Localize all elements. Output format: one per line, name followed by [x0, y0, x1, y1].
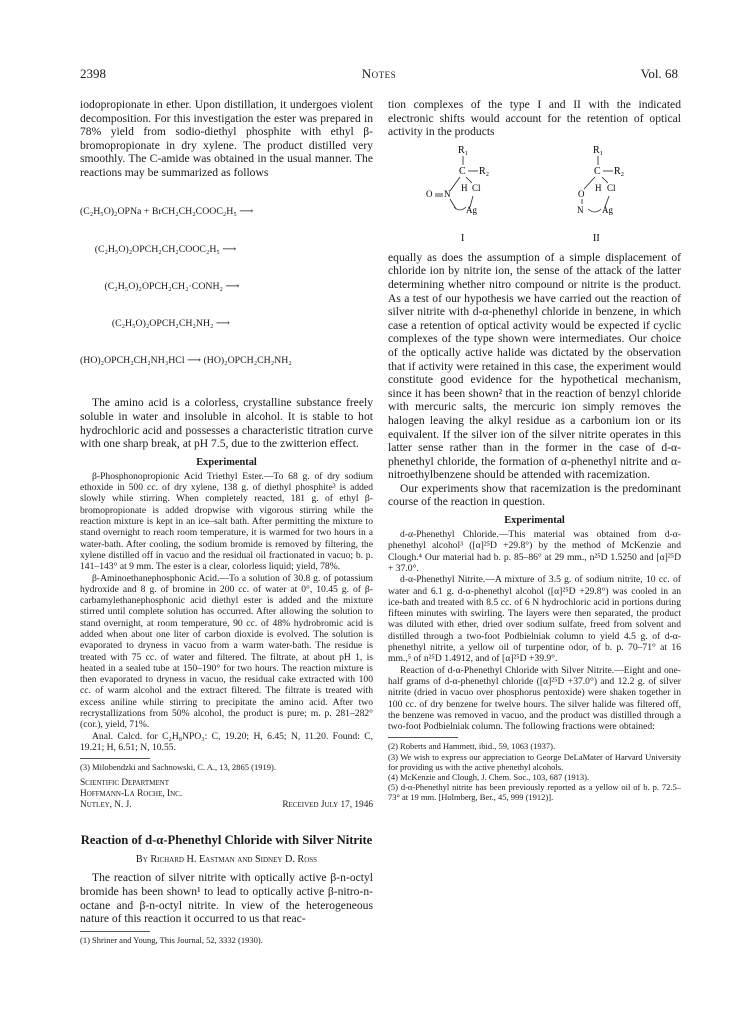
carbon-label: C [459, 165, 466, 177]
footnote-2: (2) Roberts and Hammett, ibid., 59, 1063 (1937). [388, 741, 556, 752]
chlorine-label: Cl [472, 182, 481, 193]
reaction-complex-structures [388, 141, 681, 249]
equation-line: (C₂H₅O)₂OPCH₂CH₂·CONH₂ ⟶ [80, 280, 240, 292]
footnote-rule [80, 758, 150, 759]
amino-acid-procedure: β-Aminoethanephosphonic Acid.—To a solution of 30.8 g. of potassium hydroxide and 8 g. of bromine in 200 cc. of water at 0°, 10.45 g. of β-carbamylethanephosphonic acid diethyl ester is added and the mixture stirred until complete solution has occurred. After allowing the solution to stand overnight, at room temperature, 90 cc. of 48% hydrobromic acid is added when about one liter of carbon dioxide is evolved. The solution is evaporated to dryness in vacuo from a warm water-bath. The residue is treated with 75 cc. of water and filtered. The filtrate, at about pH 1, is heated in a sealed tube at 150–190° for two hours. The reaction mixture is then evaporated to dryness in vacuo, the residual cake extracted with 100 cc. of warm alcohol and the extract filtered. The filtrate is treated with excess aniline while stirring to precipitate the amino acid. After two recrystallizations from 50% alcohol, the product is pure; m. p. 281–282° (cor.), yield, 71%. [80, 572, 373, 731]
footnote-rule [388, 737, 458, 738]
section-name: Notes [361, 66, 397, 81]
nitrite-procedure: d-α-Phenethyl Nitrite.—A mixture of 3.5 g. of sodium nitrite, 10 cc. of water and 6.1 g. d-α-phenethyl alcohol ([α]²⁵D +29.8°) was cooled in an ice-bath and treated with 8.5 cc. of 6 N hydrochloric acid in portions during fifteen minutes with swirling. The layers were then separated, the product was diluted with ether, dried over sodium sulfate, freed from solvent and distilled through a two-foot Podbielniak column to yield 4.5 g. of d-α-phenethyl nitrite, a yellow oil of turpentine odor, of b. p. 70–71° at 16 mm.,⁵ of n²⁵D 1.4912, and of [α]²⁵D +39.9°. [388, 574, 681, 665]
experimental-heading: Experimental [504, 515, 565, 527]
equation-line: (C₂H₅O)₂OPCH₂CH₂NH₂ ⟶ [80, 318, 230, 330]
chloride-procedure: d-α-Phenethyl Chloride.—This material was obtained from d-α-phenethyl alcohol³ ([α]²⁵D +29.8°) by the method of McKenzie and Clough.⁴ Our material had b. p. 85–86° at 29 mm., n²⁵D 1.5250 and [α]²⁵D + 37.0°. [388, 529, 681, 574]
running-header [80, 66, 678, 84]
carbon-label: C [594, 165, 601, 177]
address-line: Scientific Department [80, 778, 169, 789]
article-authors: By Richard H. Eastman and Sidney D. Ross [135, 854, 318, 866]
analysis-line: Anal. Calcd. for C₂H₈NPO₃: C, 19.20; H, 6.45; N, 11.20. Found: C, 19.21; H, 6.51; N, 10.55. [80, 730, 373, 753]
address-line: Hoffmann-La Roche, Inc. [80, 789, 183, 800]
r2-label: R₂ [479, 165, 490, 177]
discussion-paragraph: equally as does the assumption of a simple displacement of chloride ion by nitrite ion, the sense of the attack of the latter determining whether nitro compound or nitrite is the product. As a test of our hypothesis we have carried out the reaction of silver nitrite with d-α-phenethyl chloride in benzene, in which case a retention of optical activity would be expected if cyclic complexes of the type shown were intermediates. Our choice of the optically active halide was dictated by the observation that if activity were retained in this case, the experiment would constitute good evidence for the hypothetical mechanism, since it has been shown² that in the reaction of benzyl chloride with mercuric salts, the mercuric ion simply removes the halogen leaving the alkyl residue as a carbonium ion or its equivalent. If the silver ion of the silver nitrite operates in this latter sense rather than in the former in the case of d-α-phenethyl chloride, the formation of α-phenethyl nitrite and α-nitroethylbenzene should be attended with racemization. [388, 250, 681, 482]
footnote-3: (3) We wish to express our appreciation to George DeLaMater of Harvard University for providing us with the active phenethyl alcohols. [388, 751, 681, 772]
oxygen-label: O [426, 188, 433, 199]
nitrogen-label: N [444, 188, 451, 199]
intro-paragraph: iodopropionate in ether. Upon distillation, it undergoes violent decomposition. For this investigation the ester was prepared in 78% yield from sodio-diethyl phosphite with ethyl β-bromopropionate in dry xylene. The product distilled very smoothly. The C-amide was obtained in the usual manner. The reactions may be summarized as follows [80, 98, 373, 179]
nitrogen-label: N [577, 204, 584, 215]
silver-label: Ag [602, 204, 613, 215]
footnote-1: (1) Shriner and Young, This Journal, 52, 3332 (1930). [80, 934, 263, 945]
article-body: The reaction of silver nitrite with optically active β-n-octyl bromide has been shown¹ to lead to optically active β-nitro-n-octane and β-n-octyl nitrite. In view of the heterogeneous nature of this reaction it occurred to us that reac- [80, 871, 373, 926]
structure-label-two: II [593, 232, 600, 244]
r2-label: R₂ [614, 165, 625, 177]
chlorine-label: Cl [607, 182, 616, 193]
intro-paragraph: tion complexes of the type I and II with the indicated electronic shifts would account for the retention of optical activity in the products [388, 98, 681, 139]
address-block [80, 778, 373, 811]
equation-line: (C₂H₅O)₂OPNa + BrCH₂CH₂COOC₂H₅ ⟶ [80, 206, 254, 218]
experimental-heading: Experimental [196, 456, 257, 468]
address-line: Nutley, N. J. [80, 800, 132, 811]
footnote-4: (4) McKenzie and Clough, J. Chem. Soc., 103, 687 (1913). [388, 772, 590, 783]
page-number: 2398 [80, 66, 106, 81]
structure-one [426, 145, 489, 244]
right-column [388, 98, 681, 803]
amino-acid-paragraph: The amino acid is a colorless, crystalline substance freely soluble in water and insoluble in alcohol. It is stable to hot hydrochloric acid and possesses a characteristic titration curve with one sharp break, at pH 7.5, due to the zwitterion effect. [80, 396, 373, 451]
r1-label: R₁ [593, 144, 604, 156]
article-title: Reaction of d-α-Phenethyl Chloride with Silver Nitrite [80, 833, 373, 848]
hydrogen-label: H [595, 182, 602, 193]
r1-label: R₁ [458, 144, 469, 156]
silver-label: Ag [466, 204, 477, 215]
left-column [80, 98, 373, 945]
conclusion-paragraph: Our experiments show that racemization is the predominant course of the reaction in question. [388, 481, 681, 509]
equation-line: (HO)₂OPCH₂CH₂NH₃HCl ⟶ (HO)₂OPCH₂CH₂NH₂ [80, 355, 292, 367]
footnote-rule [80, 931, 150, 932]
volume-label: Vol. 68 [640, 66, 678, 81]
footnote-5: (5) d-α-Phenethyl nitrite has been previously reported as a yellow oil of b. p. 72.5–73° at 19 mm. [Holmberg, Ber., 45, 999 (1912)]. [388, 782, 681, 803]
structure-label-one: I [461, 232, 465, 244]
received-date: Received July 17, 1946 [282, 800, 373, 811]
reaction-scheme [80, 182, 373, 393]
ester-procedure: β-Phosphonopropionic Acid Triethyl Ester.—To 68 g. of dry sodium ethoxide in 500 cc. of dry xylene, 138 g. of diethyl phosphite³ is added slowly while stirring. When completely reacted, 181 g. of ethyl β-bromopropionate is added dropwise with vigorous stirring while the reaction mixture is kept in an ice–salt bath. After permitting the mixture to stand overnight to reach room temperature, it is warmed for two hours in a water-bath. After cooling, the sodium bromide is removed by filtering, the xylene distilled off in vacuo and the residual oil fractionated in vacuo; b. p. 141–143° at 9 mm. The ester is a clear, colorless liquid; yield, 78%. [80, 470, 373, 573]
reaction-procedure: Reaction of d-α-Phenethyl Chloride with Silver Nitrite.—Eight and one-half grams of d-α-phenethyl chloride ([α]²⁵D +37.0°) and 12.2 g. of silver nitrite (dried in vacuo over phosphorus pentoxide) were shaken together in 100 cc. of dry benzene for twelve hours. The silver halide was filtered off, the benzene was removed in vacuo, and the product was distilled through a two-foot Podbielniak column. The following fractions were obtained: [388, 664, 681, 733]
footnote-3: (3) Milobendzki and Sachnowski, C. A., 13, 2865 (1919). [80, 762, 276, 773]
equation-line: (C₂H₅O)₂OPCH₂CH₂COOC₂H₅ ⟶ [80, 243, 237, 255]
hydrogen-label: H [461, 182, 468, 193]
structure-two [577, 145, 624, 244]
oxygen-label: O [578, 188, 585, 199]
